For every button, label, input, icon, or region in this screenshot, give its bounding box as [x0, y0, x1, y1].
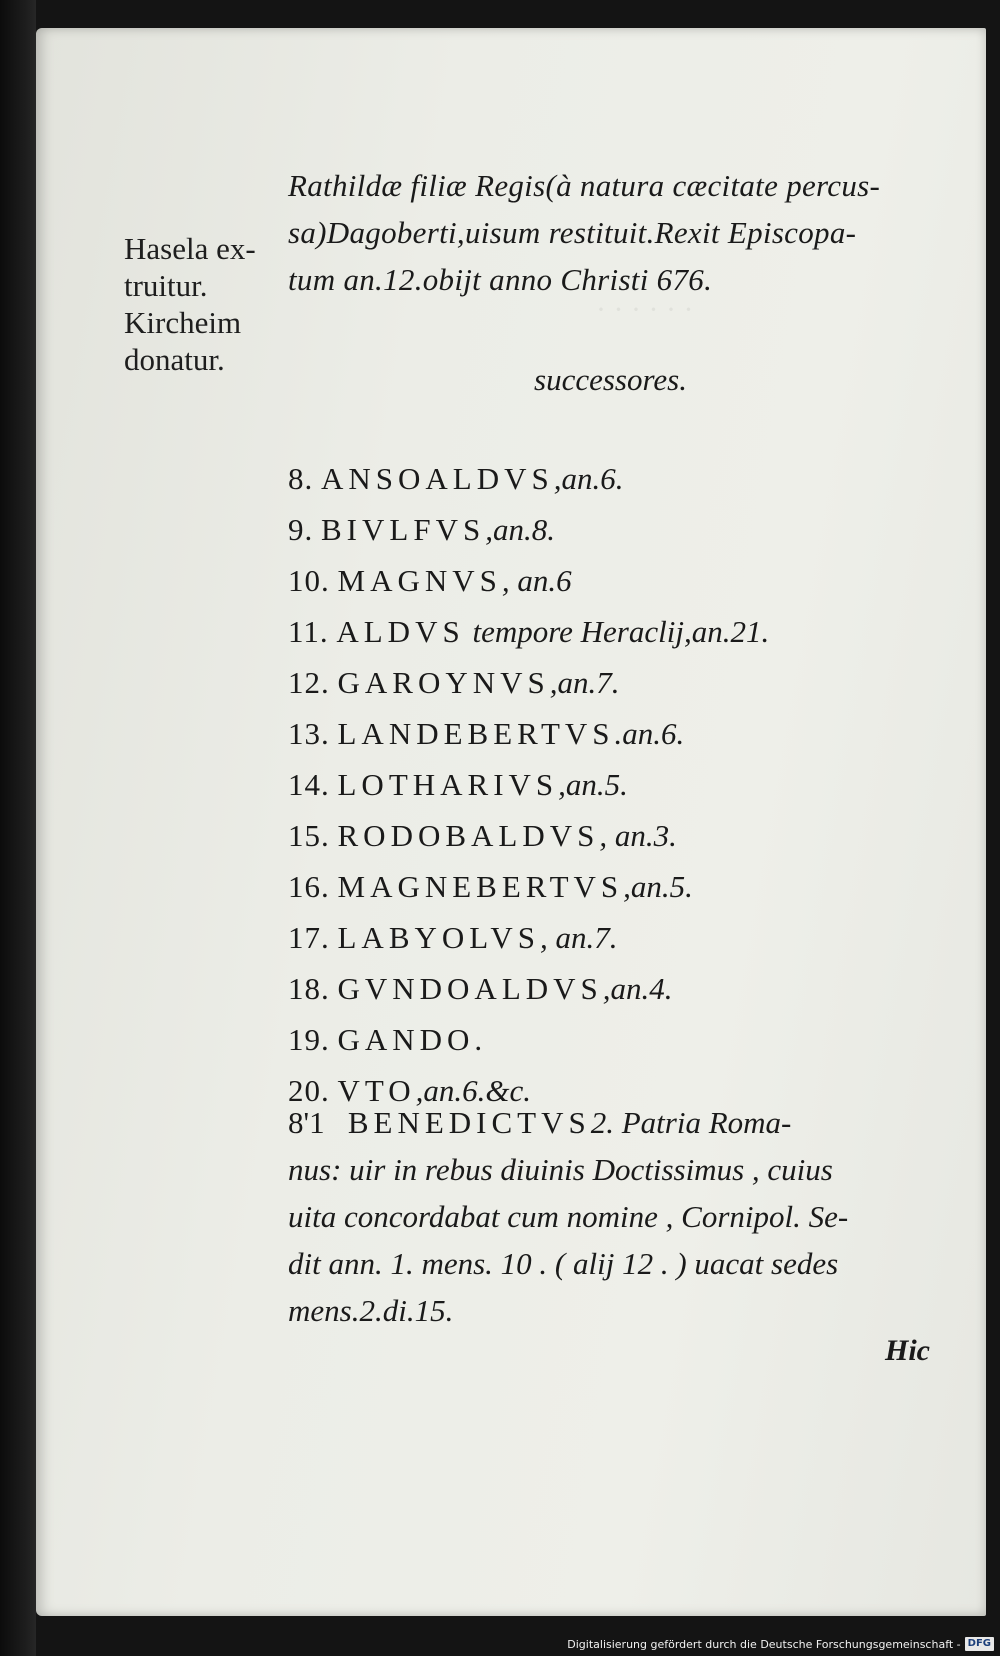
list-item: 19. GANDO. [288, 1022, 488, 1057]
list-item: 20. VTO,an.6.&c. [288, 1073, 532, 1108]
book-spine-edge [0, 0, 36, 1656]
digitization-credit [567, 1636, 994, 1652]
margin-note-line: Kircheim [124, 305, 242, 340]
margin-note-line: truitur. [124, 268, 208, 303]
body-text-line: Rathildæ filiæ Regis(à natura cæcitate percus- [288, 168, 881, 203]
body-text-line: tum an.12.obijt anno Christi 676. [288, 262, 713, 297]
list-item: 10. MAGNVS, an.6 [288, 563, 572, 598]
body-text-line: sa)Dagoberti,uisum restituit.Rexit Episcopa- [288, 215, 857, 250]
list-item: 17. LABYOLVS, an.7. [288, 920, 618, 955]
list-item: 18. GVNDOALDVS,an.4. [288, 971, 673, 1006]
list-item: 15. RODOBALDVS, an.3. [288, 818, 677, 853]
paragraph-line: dit ann. 1. mens. 10 . ( alij 12 . ) uacat sedes [288, 1246, 839, 1281]
credit-text: Digitalisierung gefördert durch die Deutsche Forschungsgemeinschaft - [567, 1637, 961, 1651]
catchword: Hic [885, 1334, 930, 1367]
paragraph-first-line: 8'1 BENEDICTVS2. Patria Roma- [288, 1105, 792, 1140]
list-item: 12. GAROYNVS,an.7. [288, 665, 620, 700]
margin-note-line: donatur. [124, 342, 225, 377]
section-heading: successores. [534, 362, 687, 397]
list-item: 16. MAGNEBERTVS,an.5. [288, 869, 693, 904]
list-item: 13. LANDEBERTVS.an.6. [288, 716, 685, 751]
list-item: 11. ALDVS tempore Heraclij,an.21. [288, 614, 770, 649]
list-item: 14. LOTHARIVS,an.5. [288, 767, 628, 802]
show-through-text: · · · · · · [596, 293, 694, 326]
paragraph-line: mens.2.di.15. [288, 1293, 454, 1328]
list-item: 8. ANSOALDVS,an.6. [288, 461, 624, 496]
successor-list [288, 453, 769, 1116]
paragraph-line: uita concordabat cum nomine , Cornipol. Se- [288, 1199, 849, 1234]
margin-note [124, 230, 256, 378]
margin-note-line: Hasela ex- [124, 231, 256, 266]
list-item: 9. BIVLFVS,an.8. [288, 512, 555, 547]
dfg-logo-icon: DFG [965, 1637, 994, 1651]
paragraph-line: nus: uir in rebus diuinis Doctissimus , cuius [288, 1152, 833, 1187]
